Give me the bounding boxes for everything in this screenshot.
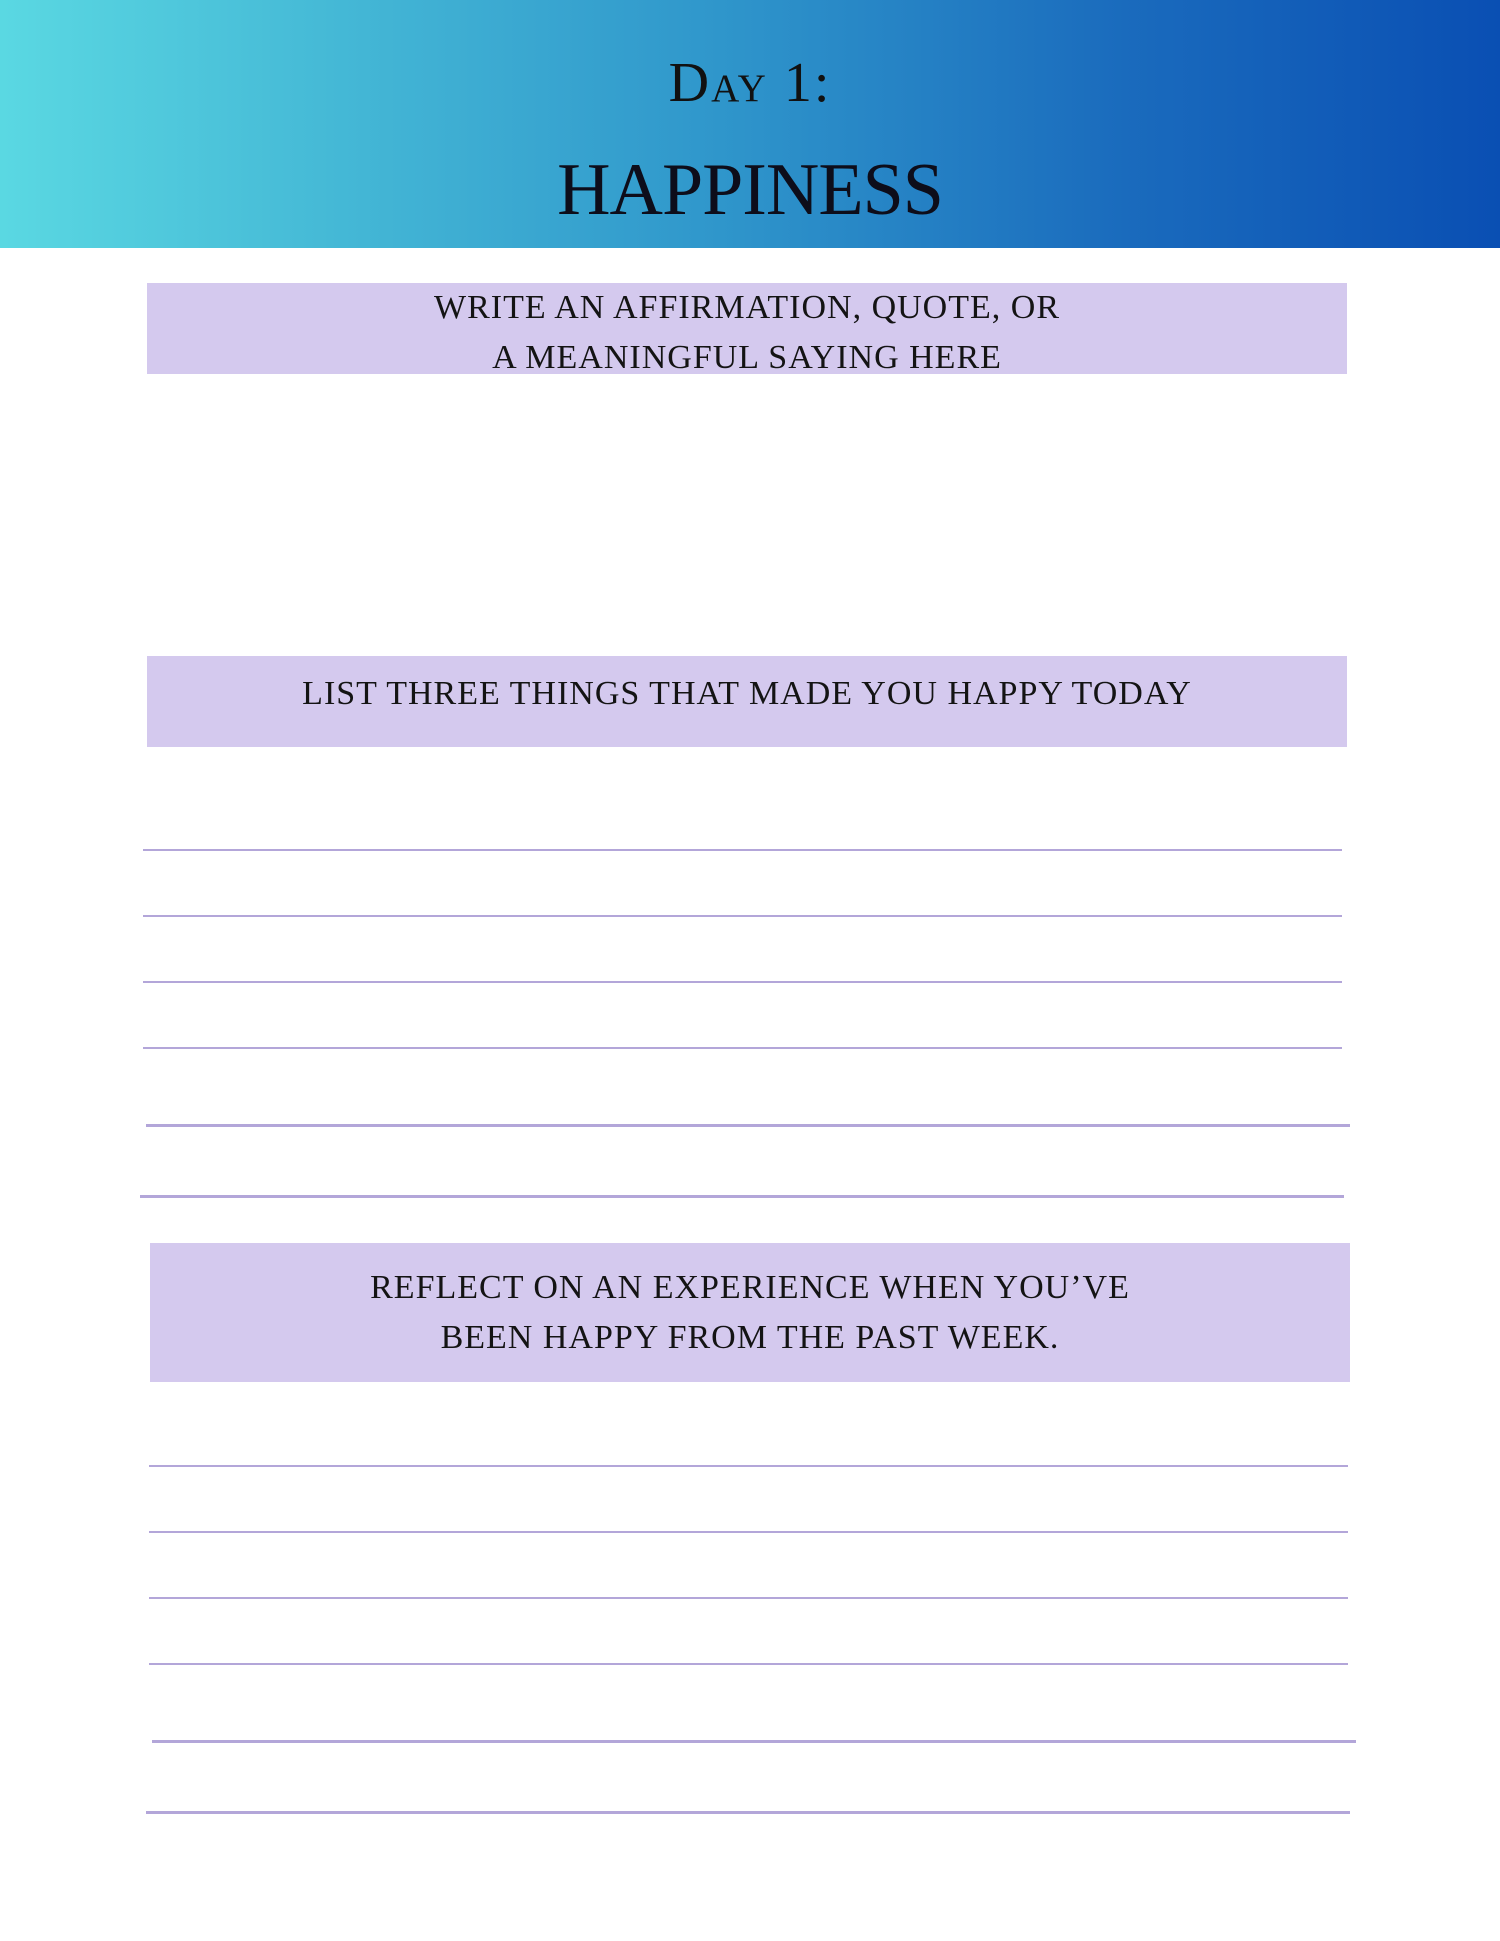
day-label: Day 1: [668,52,832,114]
writing-line[interactable] [149,1597,1348,1599]
reflection-prompt-line-1: REFLECT ON AN EXPERIENCE WHEN YOU’VE [370,1268,1130,1306]
writing-line[interactable] [143,849,1342,851]
affirmation-prompt-line-2: A MEANINGFUL SAYING HERE [492,339,1002,376]
happy-things-prompt [147,656,1347,747]
writing-line[interactable] [143,915,1342,917]
writing-line[interactable] [140,1195,1344,1198]
reflection-prompt-line-2: BEEN HAPPY FROM THE PAST WEEK. [440,1318,1060,1356]
writing-line[interactable] [146,1811,1350,1814]
writing-line[interactable] [152,1740,1356,1743]
writing-line[interactable] [149,1663,1348,1665]
writing-line[interactable] [146,1124,1350,1127]
page-title: HAPPINESS [557,149,943,231]
affirmation-prompt-line-1: WRITE AN AFFIRMATION, QUOTE, OR [434,289,1060,326]
writing-line[interactable] [149,1531,1348,1533]
affirmation-prompt [147,283,1347,374]
writing-line[interactable] [143,981,1342,983]
header-banner [0,0,1500,248]
happy-things-prompt-line-1: LIST THREE THINGS THAT MADE YOU HAPPY TODAY [302,675,1192,712]
writing-line[interactable] [143,1047,1342,1049]
reflection-prompt [150,1243,1350,1382]
affirmation-writing-area[interactable] [147,380,1347,650]
writing-line[interactable] [149,1465,1348,1467]
